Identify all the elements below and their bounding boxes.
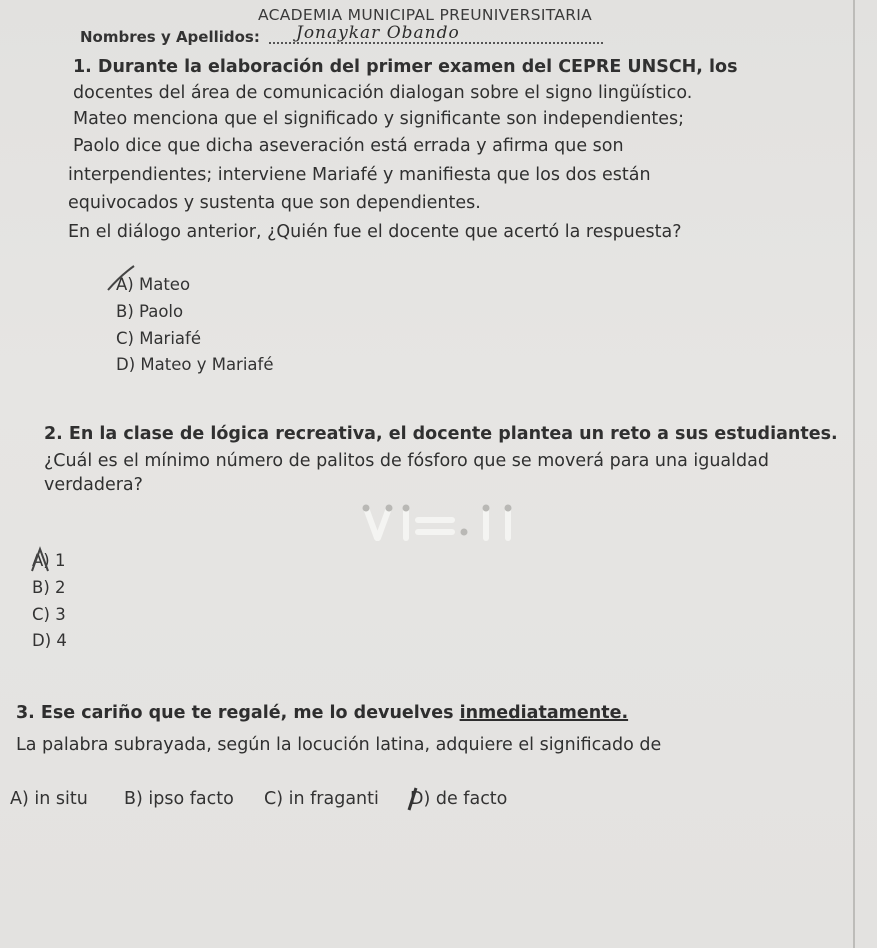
academy-title: ACADEMIA MUNICIPAL PREUNIVERSITARIA	[258, 6, 593, 24]
q1-line-7: En el diálogo anterior, ¿Quién fue el docente que acertó la respuesta?	[68, 222, 682, 242]
q3-option-a[interactable]: A) in situ	[10, 789, 88, 809]
q2-line-2: ¿Cuál es el mínimo número de palitos de fósforo que se moverá para una igualdad	[44, 451, 769, 471]
q1-option-b[interactable]: B) Paolo	[116, 302, 184, 321]
q1-option-d[interactable]: D) Mateo y Mariafé	[116, 355, 274, 374]
matchstick-equals	[418, 520, 468, 536]
q2-option-a[interactable]: A) 1	[32, 551, 66, 570]
q1-line-5: interpendientes; interviene Mariafé y manifiesta que los dos están	[68, 165, 651, 185]
q1-option-c[interactable]: C) Mariafé	[116, 329, 201, 348]
q1-line-1: 1. Durante la elaboración del primer examen del CEPRE UNSCH, los	[73, 57, 738, 77]
q3-option-d[interactable]: D) de facto	[410, 789, 508, 809]
q2-line-1: 2. En la clase de lógica recreativa, el docente plantea un reto a sus estudiantes.	[44, 424, 838, 444]
q3-line-1	[16, 703, 628, 723]
q1-line-3: Mateo menciona que el significado y significante son independientes;	[73, 109, 685, 129]
q3-prefix: 3. Ese cariño que te regalé, me lo devuelves	[16, 703, 460, 723]
matchstick-i	[403, 505, 410, 539]
q1-answer-mark	[104, 262, 144, 294]
name-label: Nombres y Apellidos:	[80, 28, 260, 46]
q2-option-d[interactable]: D) 4	[32, 631, 67, 650]
matchstick-v	[363, 505, 393, 539]
q2-answer-mark	[26, 545, 56, 575]
handwritten-name: Jonaykar Obando	[296, 23, 460, 43]
matchstick-equation	[360, 500, 530, 545]
q3-answer-mark	[404, 784, 430, 814]
q3-option-c[interactable]: C) in fraganti	[264, 789, 379, 809]
q2-option-c[interactable]: C) 3	[32, 605, 66, 624]
q1-line-6: equivocados y sustenta que son dependientes.	[68, 193, 481, 213]
q1-option-a[interactable]: A) Mateo	[116, 275, 191, 294]
q3-option-b[interactable]: B) ipso facto	[124, 789, 234, 809]
q2-line-3: verdadera?	[44, 475, 143, 495]
matchstick-ii	[483, 505, 512, 539]
q3-underlined-word: inmediatamente.	[459, 703, 629, 723]
q1-line-2: docentes del área de comunicación dialogan sobre el signo lingüístico.	[73, 83, 693, 103]
paper-edge	[853, 0, 855, 948]
q2-option-b[interactable]: B) 2	[32, 578, 66, 597]
q1-line-4: Paolo dice que dicha aseveración está errada y afirma que son	[73, 136, 624, 156]
q3-line-2: La palabra subrayada, según la locución latina, adquiere el significado de	[16, 735, 662, 755]
